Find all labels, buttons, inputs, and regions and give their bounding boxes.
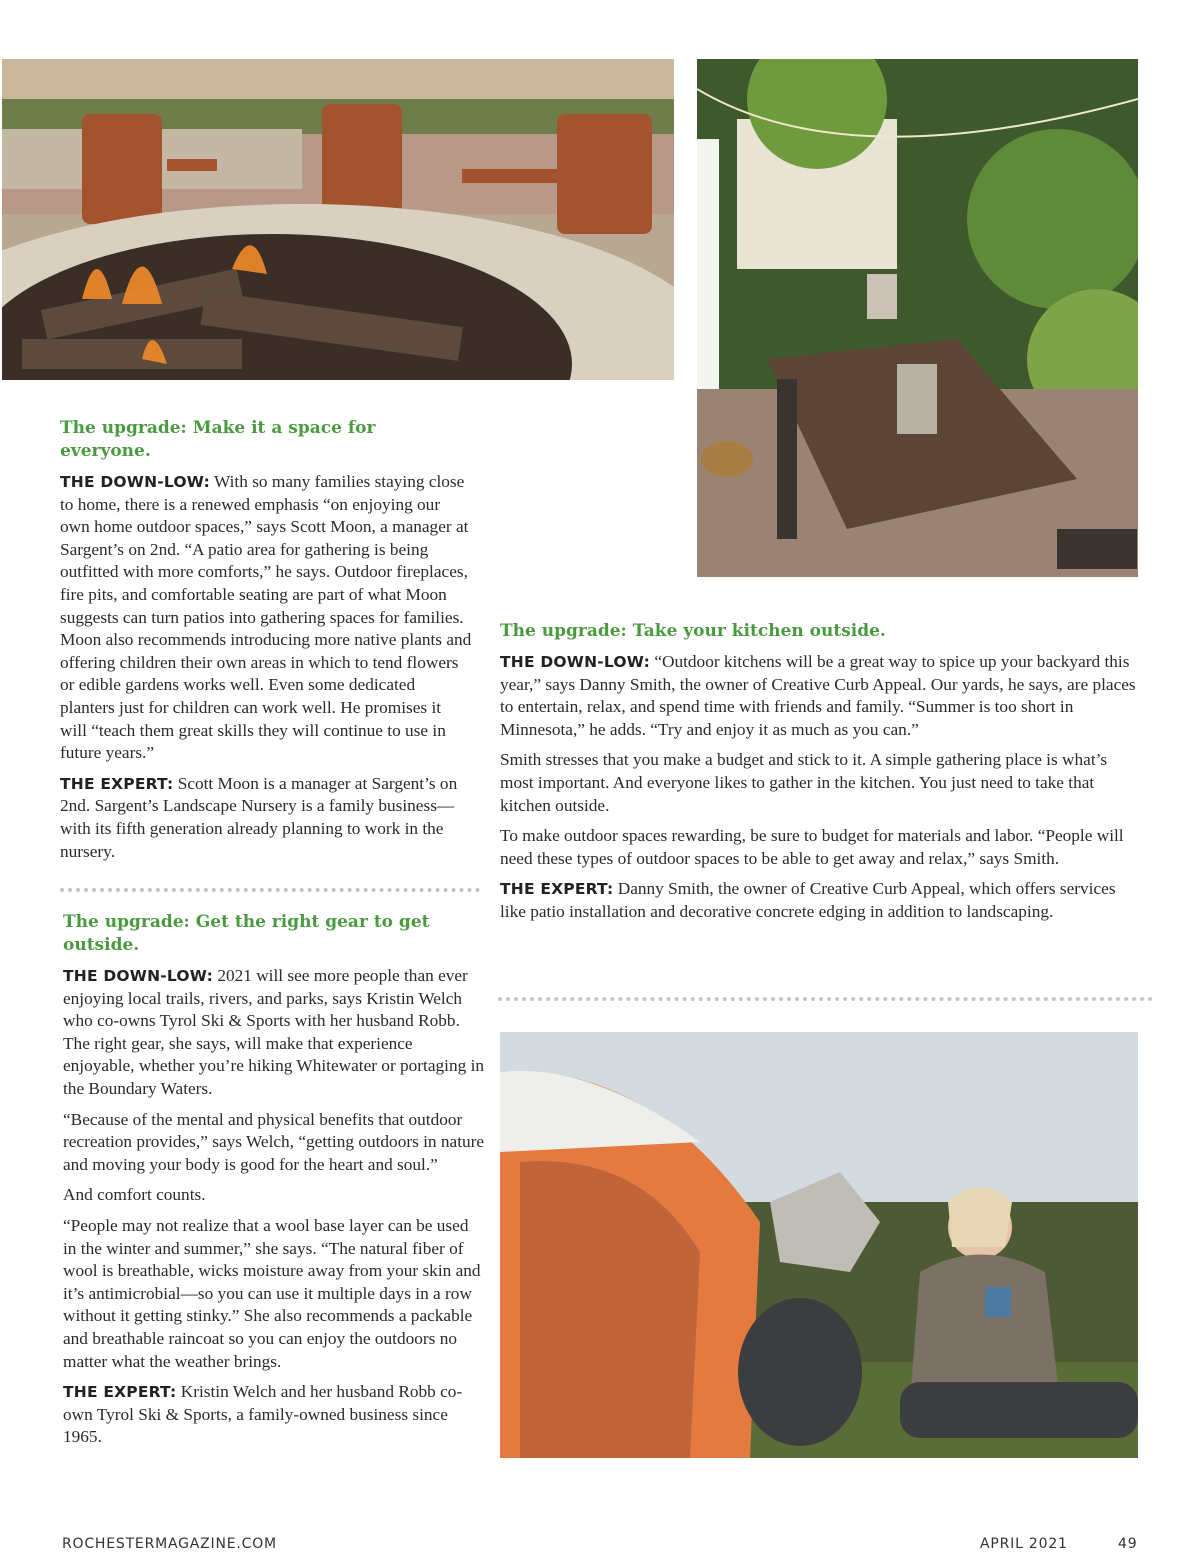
section-space-for-everyone bbox=[60, 417, 472, 871]
down-low-text: 2021 will see more people than ever enjoying local trails, rivers, and parks, says Kristin Welch who co-owns Tyrol Ski & Sports with her husband Robb. The right gear, she says, will make that experience enjoyable, whether you’re hiking Whitewater or portaging in the Boundary Waters. bbox=[63, 966, 485, 1098]
section-divider bbox=[60, 888, 480, 892]
down-low-text: “Outdoor kitchens will be a great way to spice up your backyard this year,” says Danny Smith, the owner of Creative Curb Appeal. Our yards, he says, are places to entertain, relax, and spend time with friends and family. “Summer is too short in Minnesota,” he adds. “Try and enjoy it as much as you can.” bbox=[500, 652, 1136, 739]
down-low-paragraph bbox=[60, 471, 472, 765]
section-heading: The upgrade: Get the right gear to get outside. bbox=[63, 912, 430, 955]
expert-text: Danny Smith, the owner of Creative Curb Appeal, which offers services like patio installation and decorative concrete edging in addition to landscaping. bbox=[500, 879, 1116, 921]
footer-page-number: 49 bbox=[1118, 1536, 1138, 1552]
section-right-gear bbox=[63, 911, 485, 1457]
camping-tent-photo bbox=[500, 1032, 1138, 1458]
section-heading: The upgrade: Make it a space for everyone. bbox=[60, 418, 376, 461]
body-paragraph: “Because of the mental and physical benefits that outdoor recreation provides,” says Welch, “getting outdoors in nature and moving your body is good for the heart and soul.” bbox=[63, 1109, 485, 1174]
down-low-paragraph bbox=[500, 651, 1140, 741]
expert-paragraph bbox=[60, 773, 472, 863]
section-heading: The upgrade: Take your kitchen outside. bbox=[500, 621, 886, 641]
section-divider bbox=[498, 997, 1153, 1001]
section-kitchen-outside bbox=[500, 620, 1140, 932]
down-low-label: THE DOWN-LOW: bbox=[63, 967, 213, 985]
expert-paragraph bbox=[500, 878, 1140, 923]
body-paragraph: Smith stresses that you make a budget and stick to it. A simple gathering place is what’s most important. And everyone likes to gather in the kitchen. You just need to take that kitchen outside. bbox=[500, 750, 1108, 815]
expert-label: THE EXPERT: bbox=[500, 880, 614, 899]
footer-issue: APRIL 2021 bbox=[980, 1536, 1068, 1552]
expert-text: Scott Moon is a manager at Sargent’s on 2nd. Sargent’s Landscape Nursery is a family business—with its fifth generation already planning to work in the nursery. bbox=[60, 773, 458, 861]
down-low-label: THE DOWN-LOW: bbox=[500, 653, 650, 671]
patio-table-photo bbox=[697, 59, 1138, 577]
expert-paragraph bbox=[63, 1381, 485, 1449]
down-low-label: THE DOWN-LOW: bbox=[60, 473, 210, 491]
expert-text: Kristin Welch and her husband Robb co-own Tyrol Ski & Sports, a family-owned business since 1965. bbox=[63, 1382, 463, 1447]
body-paragraph: To make outdoor spaces rewarding, be sure to budget for materials and labor. “People will need these types of outdoor spaces to be able to get away and relax,” says Smith. bbox=[500, 826, 1124, 868]
body-paragraph: “People may not realize that a wool base layer can be used in the winter and summer,” she says. “The natural fiber of wool is breathable, wicks moisture away from your skin and it’s antimicrobial—so you can use it multiple days in a row without it getting stinky.” She also recommends a packable and breathable raincoat so you can enjoy the outdoors no matter what the weather brings. bbox=[63, 1215, 481, 1371]
body-paragraph: And comfort counts. bbox=[63, 1185, 206, 1205]
fire-pit-photo bbox=[2, 59, 674, 380]
down-low-text: With so many families staying close to home, there is a renewed emphasis “on enjoying our own home outdoor spaces,” says Scott Moon, a manager at Sargent’s on 2nd. “A patio area for gathering is being outfitted with more comforts,” he says. Outdoor fireplaces, fire pits, and comfortable seating are part of what Moon suggests can turn patios into gathering spaces for families. Moon also recommends introducing more native plants and offering children their own areas in which to tend flowers or edible gardens works well. Even some dedicated planters just for children can work well. He promises it will “teach them great skills they will continue to use in future years.” bbox=[60, 472, 472, 763]
expert-label: THE EXPERT: bbox=[60, 774, 174, 793]
footer-site: ROCHESTERMAGAZINE.COM bbox=[62, 1536, 277, 1552]
down-low-paragraph bbox=[63, 965, 485, 1101]
expert-label: THE EXPERT: bbox=[63, 1383, 177, 1402]
